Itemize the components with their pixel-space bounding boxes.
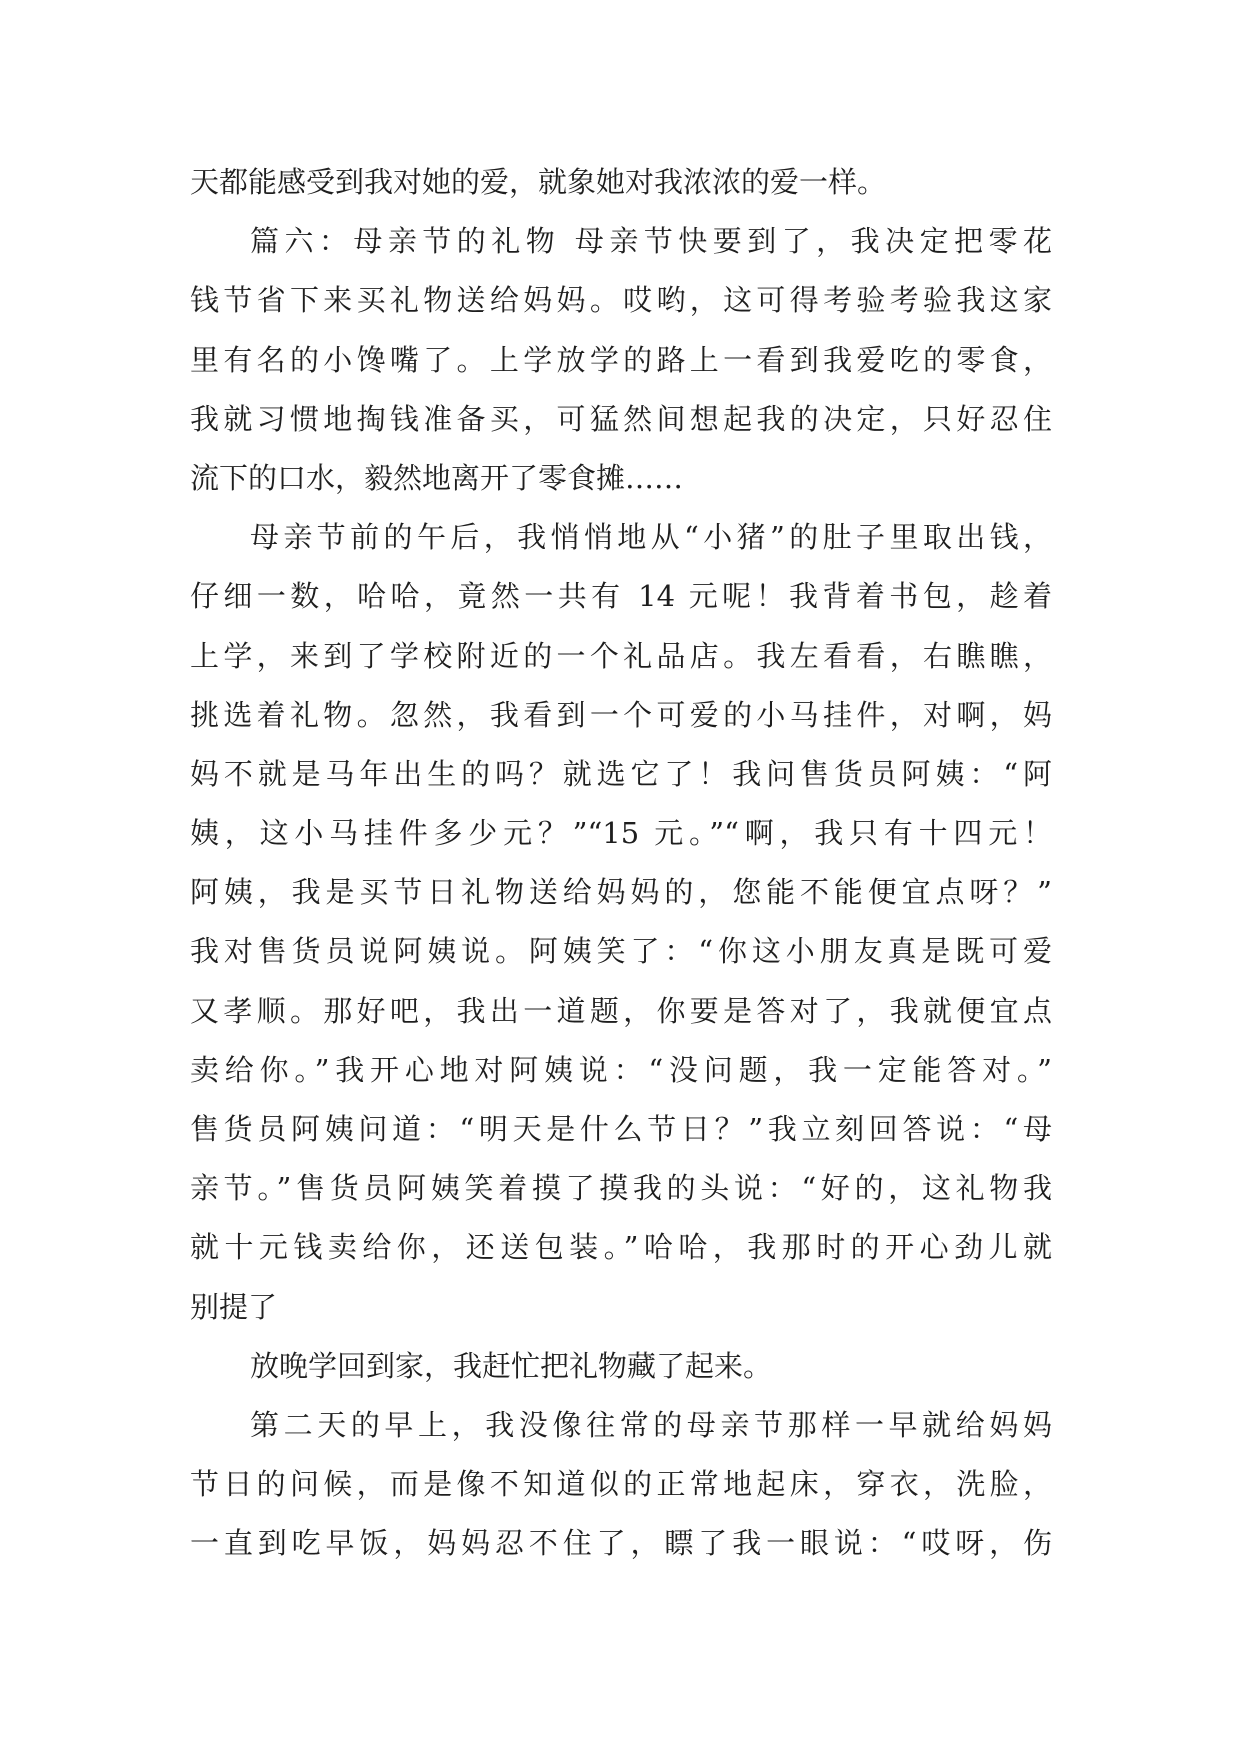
text-line: 亲节。”售货员阿姨笑着摸了摸我的头说：“好的，这礼物我: [190, 1171, 1052, 1206]
paragraph: [190, 153, 1052, 212]
text-line: 阿姨，我是买节日礼物送给妈妈的，您能不能便宜点呀？”: [190, 875, 1052, 910]
text-line: 钱节省下来买礼物送给妈妈。哎哟，这可得考验考验我这家: [190, 283, 1052, 318]
text-line: 我对售货员说阿姨说。阿姨笑了：“你这小朋友真是既可爱: [190, 934, 1052, 969]
paragraph: [190, 508, 1052, 1337]
text-line: 别提了: [190, 1289, 278, 1324]
text-line: 售货员阿姨问道：“明天是什么节日？”我立刻回答说：“母: [190, 1112, 1052, 1146]
paragraph: [190, 212, 1052, 508]
text-line: 挑选着礼物。忽然，我看到一个可爱的小马挂件，对啊，妈: [190, 697, 1052, 732]
text-line: 上学，来到了学校附近的一个礼品店。我左看看，右瞧瞧，: [190, 638, 1052, 673]
text-line: 仔细一数，哈哈，竟然一共有 14 元呢！我背着书包，趁着: [190, 579, 1052, 614]
text-line: 母亲节前的午后，我悄悄地从“小猪”的肚子里取出钱，: [250, 520, 1052, 555]
paragraph: [190, 1396, 1052, 1574]
text-line: 放晚学回到家，我赶忙把礼物藏了起来。: [250, 1348, 773, 1383]
text-line: 流下的口水，毅然地离开了零食摊……: [190, 460, 684, 495]
text-line: 篇六：母亲节的礼物 母亲节快要到了，我决定把零花: [250, 224, 1052, 259]
text-line: 又孝顺。那好吧，我出一道题，你要是答对了，我就便宜点: [190, 993, 1052, 1028]
text-line: 第二天的早上，我没像往常的母亲节那样一早就给妈妈: [250, 1407, 1052, 1442]
text-line: 一直到吃早饭，妈妈忍不住了，瞟了我一眼说：“哎呀，伤: [190, 1526, 1052, 1561]
text-line: 卖给你。”我开心地对阿姨说：“没问题，我一定能答对。”: [190, 1052, 1052, 1087]
body-text: [190, 153, 1052, 1574]
text-line: 天都能感受到我对她的爱，就象她对我浓浓的爱一样。: [190, 165, 887, 199]
text-line: 我就习惯地掏钱准备买，可猛然间想起我的决定，只好忍住: [190, 401, 1052, 436]
text-line: 里有名的小馋嘴了。上学放学的路上一看到我爱吃的零食，: [190, 342, 1052, 377]
text-line: 姨，这小马挂件多少元？”“15 元。”“啊，我只有十四元！: [190, 816, 1052, 851]
text-line: 节日的问候，而是像不知道似的正常地起床，穿衣，洗脸，: [190, 1467, 1052, 1502]
text-line: 妈不就是马年出生的吗？就选它了！我问售货员阿姨：“阿: [190, 756, 1052, 791]
text-line: 就十元钱卖给你，还送包装。”哈哈，我那时的开心劲儿就: [190, 1230, 1052, 1265]
paragraph: [190, 1337, 1052, 1396]
